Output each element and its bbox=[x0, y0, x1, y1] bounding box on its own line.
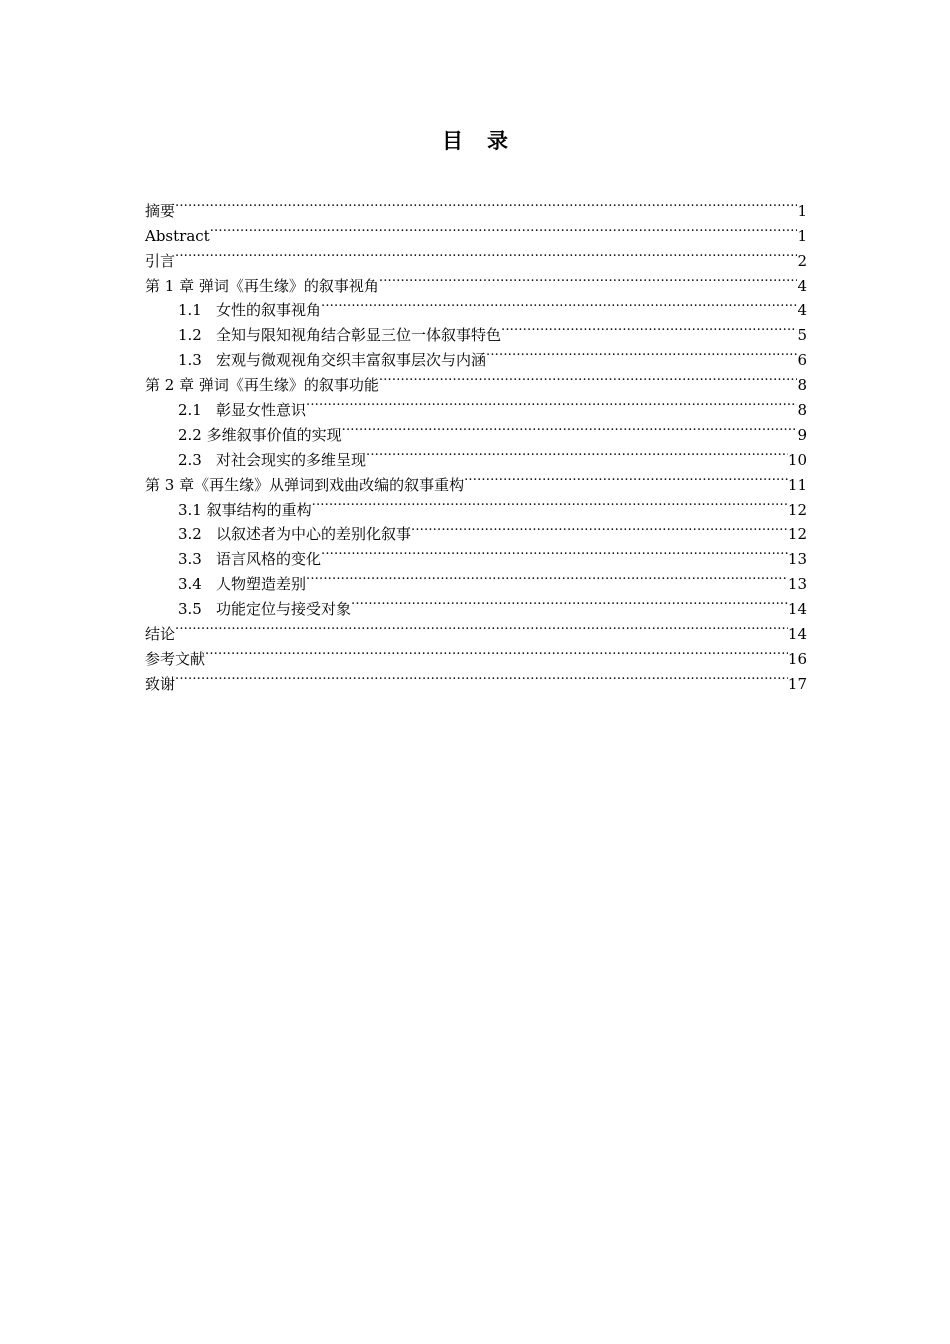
toc-entry-text: 3.1 叙事结构的重构 bbox=[178, 500, 312, 519]
toc-entry-text: 第 3 章《再生缘》从弹词到戏曲改编的叙事重构 bbox=[145, 475, 465, 494]
toc-entry-text: 全知与限知视角结合彰显三位一体叙事特色 bbox=[216, 326, 502, 345]
toc-entry-page: 14 bbox=[787, 625, 807, 644]
toc-entry-number: 3.3 bbox=[178, 550, 202, 569]
toc-entry-label bbox=[178, 498, 312, 523]
toc-entry-number: 3.4 bbox=[178, 575, 202, 594]
toc-entry-label bbox=[145, 249, 175, 274]
toc-entry[interactable] bbox=[145, 216, 807, 245]
toc-dot-leader bbox=[210, 216, 798, 241]
toc-dot-leader bbox=[342, 415, 798, 440]
toc-entry-text: 宏观与微观视角交织丰富叙事层次与内涵 bbox=[216, 351, 487, 370]
toc-entry-number: 3.2 bbox=[178, 525, 202, 544]
toc-entry[interactable] bbox=[145, 266, 807, 295]
toc-entry-text: Abstract bbox=[145, 226, 210, 245]
toc-entry-number: 2.3 bbox=[178, 450, 202, 469]
toc-entry-page: 5 bbox=[797, 326, 807, 345]
toc-dot-leader bbox=[321, 539, 788, 564]
toc-entry-label bbox=[178, 572, 306, 597]
toc-entry-number: 1.1 bbox=[178, 301, 202, 320]
toc-entry-text: 参考文献 bbox=[145, 649, 206, 668]
toc-entry-page: 1 bbox=[797, 226, 807, 245]
toc-entry-page: 14 bbox=[787, 600, 807, 619]
toc-entry-label bbox=[178, 547, 321, 572]
toc-entry-label bbox=[178, 298, 321, 323]
toc-dot-leader bbox=[464, 465, 788, 490]
toc-entry-text: 致谢 bbox=[145, 674, 176, 693]
toc-entry-number: 3.5 bbox=[178, 600, 202, 619]
toc-entry-text: 女性的叙事视角 bbox=[216, 301, 322, 320]
toc-entry-label bbox=[178, 423, 342, 448]
toc-entry-label bbox=[145, 622, 175, 647]
toc-entry-number: 1.2 bbox=[178, 326, 202, 345]
toc-entry-text: 摘要 bbox=[145, 201, 176, 220]
toc-entry-number: 2.1 bbox=[178, 401, 202, 420]
toc-entry-number: 1.3 bbox=[178, 351, 202, 370]
toc-dot-leader bbox=[351, 589, 788, 614]
toc-dot-leader bbox=[501, 315, 797, 340]
toc-dot-leader bbox=[306, 564, 788, 589]
toc-entry-text: 人物塑造差别 bbox=[216, 575, 307, 594]
toc-dot-leader bbox=[312, 490, 788, 515]
toc-entry-page: 8 bbox=[797, 401, 807, 420]
toc-entry-page: 4 bbox=[797, 301, 807, 320]
toc-entry-page: 8 bbox=[797, 376, 807, 395]
toc-entry[interactable] bbox=[145, 614, 807, 644]
toc-dot-leader bbox=[175, 241, 797, 266]
toc-entry-text: 2.2 多维叙事价值的实现 bbox=[178, 425, 342, 444]
toc-entry-text: 语言风格的变化 bbox=[216, 550, 322, 569]
toc-entry-label bbox=[145, 199, 175, 224]
toc-dot-leader bbox=[205, 639, 788, 664]
toc-entry-text: 彰显女性意识 bbox=[216, 401, 307, 420]
toc-entry[interactable] bbox=[145, 639, 807, 668]
toc-entry[interactable] bbox=[145, 241, 807, 270]
toc-dot-leader bbox=[486, 340, 797, 365]
toc-entry-page: 17 bbox=[787, 674, 807, 693]
toc-entry-text: 结论 bbox=[145, 625, 176, 644]
toc-entry-page: 4 bbox=[797, 276, 807, 295]
toc-dot-leader bbox=[175, 664, 788, 689]
toc-entry-text: 第 2 章 弹词《再生缘》的叙事功能 bbox=[145, 376, 379, 395]
table-of-contents bbox=[145, 191, 807, 693]
toc-entry-page: 13 bbox=[787, 550, 807, 569]
toc-dot-leader bbox=[379, 266, 798, 291]
toc-dot-leader bbox=[175, 191, 797, 216]
toc-entry-label bbox=[178, 323, 501, 348]
toc-entry-page: 11 bbox=[787, 475, 807, 494]
toc-entry-text: 第 1 章 弹词《再生缘》的叙事视角 bbox=[145, 276, 379, 295]
toc-dot-leader bbox=[411, 515, 788, 540]
toc-dot-leader bbox=[175, 614, 788, 639]
toc-entry-text: 功能定位与接受对象 bbox=[216, 600, 352, 619]
toc-entry-page: 9 bbox=[797, 425, 807, 444]
toc-entry-page: 10 bbox=[787, 450, 807, 469]
toc-entry-text: 引言 bbox=[145, 251, 176, 270]
toc-dot-leader bbox=[379, 365, 798, 390]
toc-entry-label bbox=[178, 398, 306, 423]
page-title-part1: 目 bbox=[442, 129, 463, 153]
toc-entry[interactable] bbox=[145, 664, 807, 693]
toc-entry-page: 1 bbox=[797, 201, 807, 220]
toc-entry-page: 16 bbox=[787, 649, 807, 668]
toc-entry[interactable] bbox=[145, 191, 807, 220]
toc-entry-page: 2 bbox=[797, 251, 807, 270]
toc-entry-page: 12 bbox=[787, 525, 807, 544]
page-title-part2: 录 bbox=[487, 129, 508, 153]
toc-dot-leader bbox=[321, 291, 797, 316]
toc-entry-page: 12 bbox=[787, 500, 807, 519]
toc-dot-leader bbox=[306, 390, 797, 415]
toc-entry-page: 13 bbox=[787, 575, 807, 594]
toc-entry-page: 6 bbox=[797, 351, 807, 370]
toc-entry-label bbox=[145, 672, 175, 697]
toc-entry-label bbox=[178, 448, 366, 473]
page-title bbox=[0, 126, 950, 156]
toc-dot-leader bbox=[366, 440, 788, 465]
toc-entry-text: 对社会现实的多维呈现 bbox=[216, 450, 367, 469]
toc-entry-text: 以叙述者为中心的差别化叙事 bbox=[216, 525, 412, 544]
